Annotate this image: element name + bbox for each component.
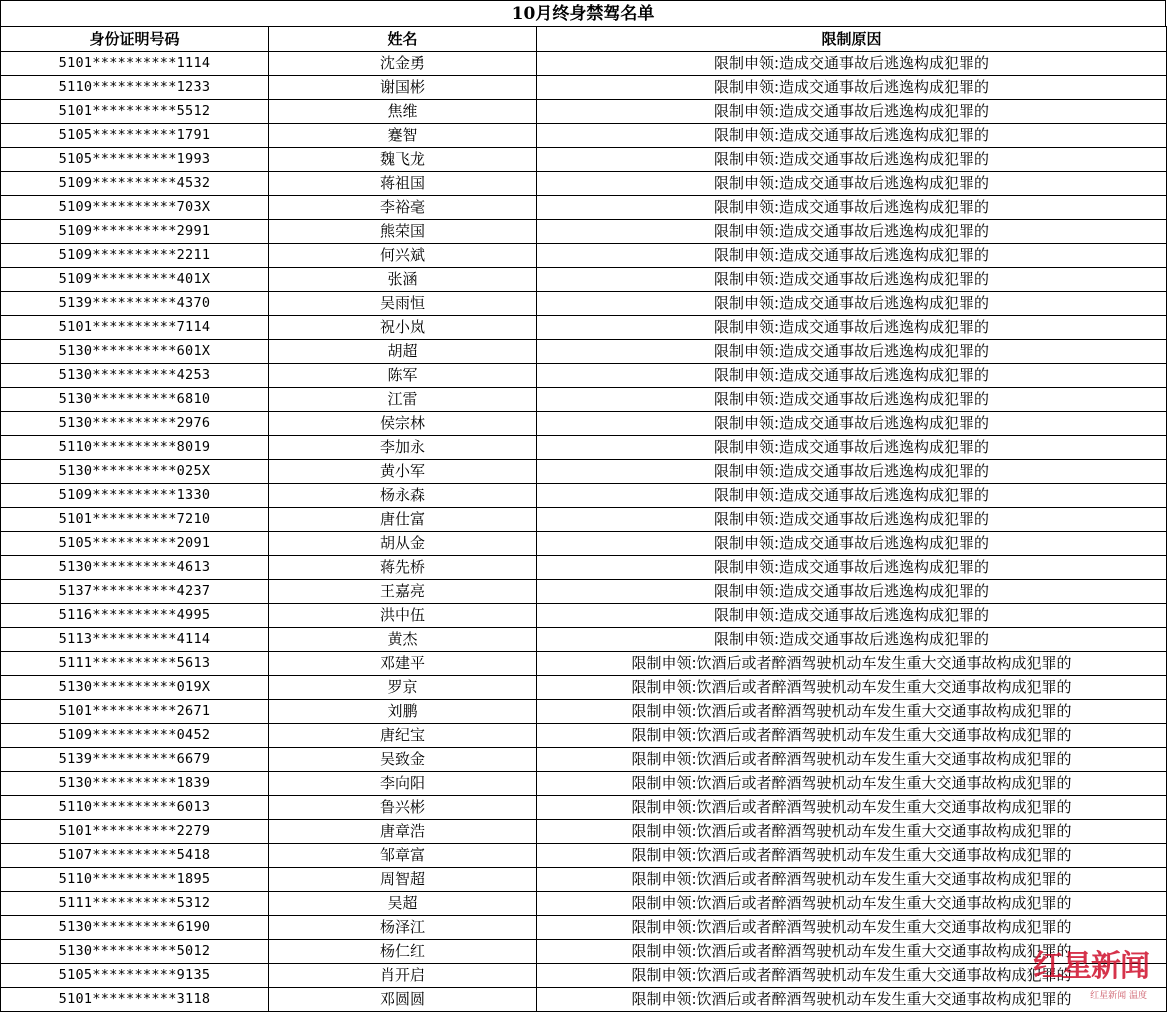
table-row <box>1 268 1167 292</box>
name-cell: 魏飞龙 <box>269 148 537 172</box>
reason-cell: 限制申领:造成交通事故后逃逸构成犯罪的 <box>537 508 1167 532</box>
reason-cell: 限制申领:造成交通事故后逃逸构成犯罪的 <box>537 580 1167 604</box>
reason-cell: 限制申领:造成交通事故后逃逸构成犯罪的 <box>537 484 1167 508</box>
table-row <box>1 292 1167 316</box>
reason-cell: 限制申领:造成交通事故后逃逸构成犯罪的 <box>537 412 1167 436</box>
id-cell: 5130**********1839 <box>1 772 269 796</box>
reason-cell: 限制申领:造成交通事故后逃逸构成犯罪的 <box>537 196 1167 220</box>
watermark-logo <box>1031 949 1159 1007</box>
table-row <box>1 652 1167 676</box>
name-cell: 刘鹏 <box>269 700 537 724</box>
name-cell: 李向阳 <box>269 772 537 796</box>
reason-cell: 限制申领:造成交通事故后逃逸构成犯罪的 <box>537 340 1167 364</box>
id-cell: 5130**********025X <box>1 460 269 484</box>
name-cell: 罗京 <box>269 676 537 700</box>
table-row <box>1 988 1167 1012</box>
id-cell: 5105**********9135 <box>1 964 269 988</box>
table-row <box>1 772 1167 796</box>
reason-cell: 限制申领:造成交通事故后逃逸构成犯罪的 <box>537 220 1167 244</box>
id-cell: 5130**********019X <box>1 676 269 700</box>
table-row <box>1 628 1167 652</box>
reason-cell: 限制申领:饮酒后或者醉酒驾驶机动车发生重大交通事故构成犯罪的 <box>537 964 1167 988</box>
name-cell: 何兴斌 <box>269 244 537 268</box>
id-cell: 5101**********2671 <box>1 700 269 724</box>
reason-cell: 限制申领:造成交通事故后逃逸构成犯罪的 <box>537 556 1167 580</box>
name-cell: 邓圆圆 <box>269 988 537 1012</box>
table-row <box>1 412 1167 436</box>
column-header-reason: 限制原因 <box>537 27 1167 52</box>
table-row <box>1 196 1167 220</box>
name-cell: 洪中伍 <box>269 604 537 628</box>
name-cell: 杨仁红 <box>269 940 537 964</box>
id-cell: 5130**********4613 <box>1 556 269 580</box>
id-cell: 5109**********0452 <box>1 724 269 748</box>
id-cell: 5105**********1993 <box>1 148 269 172</box>
name-cell: 杨永森 <box>269 484 537 508</box>
reason-cell: 限制申领:造成交通事故后逃逸构成犯罪的 <box>537 628 1167 652</box>
table-row <box>1 484 1167 508</box>
table-row <box>1 100 1167 124</box>
id-cell: 5130**********4253 <box>1 364 269 388</box>
table-row <box>1 364 1167 388</box>
reason-cell: 限制申领:饮酒后或者醉酒驾驶机动车发生重大交通事故构成犯罪的 <box>537 988 1167 1012</box>
id-cell: 5130**********2976 <box>1 412 269 436</box>
table-header-row <box>1 27 1167 52</box>
name-cell: 鲁兴彬 <box>269 796 537 820</box>
id-cell: 5101**********7114 <box>1 316 269 340</box>
reason-cell: 限制申领:造成交通事故后逃逸构成犯罪的 <box>537 436 1167 460</box>
id-cell: 5101**********7210 <box>1 508 269 532</box>
id-cell: 5110**********1233 <box>1 76 269 100</box>
id-cell: 5111**********5312 <box>1 892 269 916</box>
reason-cell: 限制申领:饮酒后或者醉酒驾驶机动车发生重大交通事故构成犯罪的 <box>537 820 1167 844</box>
name-cell: 焦维 <box>269 100 537 124</box>
id-cell: 5137**********4237 <box>1 580 269 604</box>
table-row <box>1 796 1167 820</box>
reason-cell: 限制申领:饮酒后或者醉酒驾驶机动车发生重大交通事故构成犯罪的 <box>537 940 1167 964</box>
name-cell: 蒋祖国 <box>269 172 537 196</box>
name-cell: 唐纪宝 <box>269 724 537 748</box>
name-cell: 邓建平 <box>269 652 537 676</box>
id-cell: 5113**********4114 <box>1 628 269 652</box>
name-cell: 杨泽江 <box>269 916 537 940</box>
table-row <box>1 748 1167 772</box>
id-cell: 5101**********5512 <box>1 100 269 124</box>
id-cell: 5130**********6190 <box>1 916 269 940</box>
id-cell: 5107**********5418 <box>1 844 269 868</box>
ban-list-table <box>0 26 1167 1012</box>
table-row <box>1 52 1167 76</box>
name-cell: 吴雨恒 <box>269 292 537 316</box>
id-cell: 5109**********703X <box>1 196 269 220</box>
reason-cell: 限制申领:造成交通事故后逃逸构成犯罪的 <box>537 172 1167 196</box>
table-row <box>1 316 1167 340</box>
name-cell: 谢国彬 <box>269 76 537 100</box>
table-row <box>1 916 1167 940</box>
name-cell: 邹章富 <box>269 844 537 868</box>
name-cell: 陈军 <box>269 364 537 388</box>
name-cell: 侯宗林 <box>269 412 537 436</box>
reason-cell: 限制申领:造成交通事故后逃逸构成犯罪的 <box>537 100 1167 124</box>
name-cell: 王嘉亮 <box>269 580 537 604</box>
reason-cell: 限制申领:饮酒后或者醉酒驾驶机动车发生重大交通事故构成犯罪的 <box>537 868 1167 892</box>
name-cell: 蒋先桥 <box>269 556 537 580</box>
watermark-text: 红星新闻 <box>1033 949 1149 984</box>
name-cell: 黄小军 <box>269 460 537 484</box>
id-cell: 5110**********6013 <box>1 796 269 820</box>
id-cell: 5109**********401X <box>1 268 269 292</box>
reason-cell: 限制申领:饮酒后或者醉酒驾驶机动车发生重大交通事故构成犯罪的 <box>537 892 1167 916</box>
name-cell: 唐仕富 <box>269 508 537 532</box>
id-cell: 5110**********8019 <box>1 436 269 460</box>
reason-cell: 限制申领:造成交通事故后逃逸构成犯罪的 <box>537 268 1167 292</box>
reason-cell: 限制申领:饮酒后或者醉酒驾驶机动车发生重大交通事故构成犯罪的 <box>537 724 1167 748</box>
name-cell: 胡超 <box>269 340 537 364</box>
id-cell: 5110**********1895 <box>1 868 269 892</box>
reason-cell: 限制申领:造成交通事故后逃逸构成犯罪的 <box>537 244 1167 268</box>
table-row <box>1 244 1167 268</box>
table-row <box>1 340 1167 364</box>
table-row <box>1 700 1167 724</box>
id-cell: 5101**********3118 <box>1 988 269 1012</box>
name-cell: 沈金勇 <box>269 52 537 76</box>
name-cell: 李裕毫 <box>269 196 537 220</box>
id-cell: 5130**********5012 <box>1 940 269 964</box>
table-row <box>1 604 1167 628</box>
table-row <box>1 892 1167 916</box>
id-cell: 5105**********2091 <box>1 532 269 556</box>
reason-cell: 限制申领:造成交通事故后逃逸构成犯罪的 <box>537 364 1167 388</box>
name-cell: 肖开启 <box>269 964 537 988</box>
reason-cell: 限制申领:造成交通事故后逃逸构成犯罪的 <box>537 460 1167 484</box>
table-row <box>1 964 1167 988</box>
table-row <box>1 388 1167 412</box>
name-cell: 黄杰 <box>269 628 537 652</box>
reason-cell: 限制申领:造成交通事故后逃逸构成犯罪的 <box>537 316 1167 340</box>
name-cell: 蹇智 <box>269 124 537 148</box>
reason-cell: 限制申领:饮酒后或者醉酒驾驶机动车发生重大交通事故构成犯罪的 <box>537 796 1167 820</box>
table-row <box>1 124 1167 148</box>
table-row <box>1 436 1167 460</box>
table-row <box>1 580 1167 604</box>
table-row <box>1 556 1167 580</box>
id-cell: 5109**********2991 <box>1 220 269 244</box>
reason-cell: 限制申领:造成交通事故后逃逸构成犯罪的 <box>537 124 1167 148</box>
table-row <box>1 148 1167 172</box>
name-cell: 祝小岚 <box>269 316 537 340</box>
id-cell: 5116**********4995 <box>1 604 269 628</box>
id-cell: 5101**********1114 <box>1 52 269 76</box>
table-row <box>1 532 1167 556</box>
id-cell: 5111**********5613 <box>1 652 269 676</box>
reason-cell: 限制申领:饮酒后或者醉酒驾驶机动车发生重大交通事故构成犯罪的 <box>537 844 1167 868</box>
reason-cell: 限制申领:造成交通事故后逃逸构成犯罪的 <box>537 52 1167 76</box>
name-cell: 周智超 <box>269 868 537 892</box>
table-row <box>1 220 1167 244</box>
name-cell: 熊荣国 <box>269 220 537 244</box>
table-row <box>1 460 1167 484</box>
id-cell: 5101**********2279 <box>1 820 269 844</box>
name-cell: 李加永 <box>269 436 537 460</box>
table-row <box>1 868 1167 892</box>
table-row <box>1 508 1167 532</box>
reason-cell: 限制申领:造成交通事故后逃逸构成犯罪的 <box>537 388 1167 412</box>
table-row <box>1 676 1167 700</box>
reason-cell: 限制申领:饮酒后或者醉酒驾驶机动车发生重大交通事故构成犯罪的 <box>537 748 1167 772</box>
name-cell: 唐章浩 <box>269 820 537 844</box>
id-cell: 5139**********4370 <box>1 292 269 316</box>
reason-cell: 限制申领:饮酒后或者醉酒驾驶机动车发生重大交通事故构成犯罪的 <box>537 700 1167 724</box>
id-cell: 5109**********4532 <box>1 172 269 196</box>
id-cell: 5109**********2211 <box>1 244 269 268</box>
table-row <box>1 724 1167 748</box>
reason-cell: 限制申领:饮酒后或者醉酒驾驶机动车发生重大交通事故构成犯罪的 <box>537 772 1167 796</box>
table-row <box>1 172 1167 196</box>
table-row <box>1 820 1167 844</box>
id-cell: 5105**********1791 <box>1 124 269 148</box>
reason-cell: 限制申领:饮酒后或者醉酒驾驶机动车发生重大交通事故构成犯罪的 <box>537 676 1167 700</box>
name-cell: 胡从金 <box>269 532 537 556</box>
table-row <box>1 76 1167 100</box>
name-cell: 张涵 <box>269 268 537 292</box>
name-cell: 江雷 <box>269 388 537 412</box>
id-cell: 5130**********6810 <box>1 388 269 412</box>
column-header-name: 姓名 <box>269 27 537 52</box>
name-cell: 吴致金 <box>269 748 537 772</box>
table-row <box>1 940 1167 964</box>
reason-cell: 限制申领:造成交通事故后逃逸构成犯罪的 <box>537 76 1167 100</box>
reason-cell: 限制申领:造成交通事故后逃逸构成犯罪的 <box>537 604 1167 628</box>
id-cell: 5139**********6679 <box>1 748 269 772</box>
id-cell: 5130**********601X <box>1 340 269 364</box>
page-title: 10月终身禁驾名单 <box>0 0 1166 26</box>
reason-cell: 限制申领:饮酒后或者醉酒驾驶机动车发生重大交通事故构成犯罪的 <box>537 916 1167 940</box>
id-cell: 5109**********1330 <box>1 484 269 508</box>
reason-cell: 限制申领:造成交通事故后逃逸构成犯罪的 <box>537 532 1167 556</box>
reason-cell: 限制申领:造成交通事故后逃逸构成犯罪的 <box>537 148 1167 172</box>
reason-cell: 限制申领:造成交通事故后逃逸构成犯罪的 <box>537 292 1167 316</box>
column-header-id: 身份证明号码 <box>1 27 269 52</box>
reason-cell: 限制申领:饮酒后或者醉酒驾驶机动车发生重大交通事故构成犯罪的 <box>537 652 1167 676</box>
table-row <box>1 844 1167 868</box>
watermark-subtext: 红星新闻 温度 <box>1090 991 1147 1001</box>
name-cell: 吴超 <box>269 892 537 916</box>
